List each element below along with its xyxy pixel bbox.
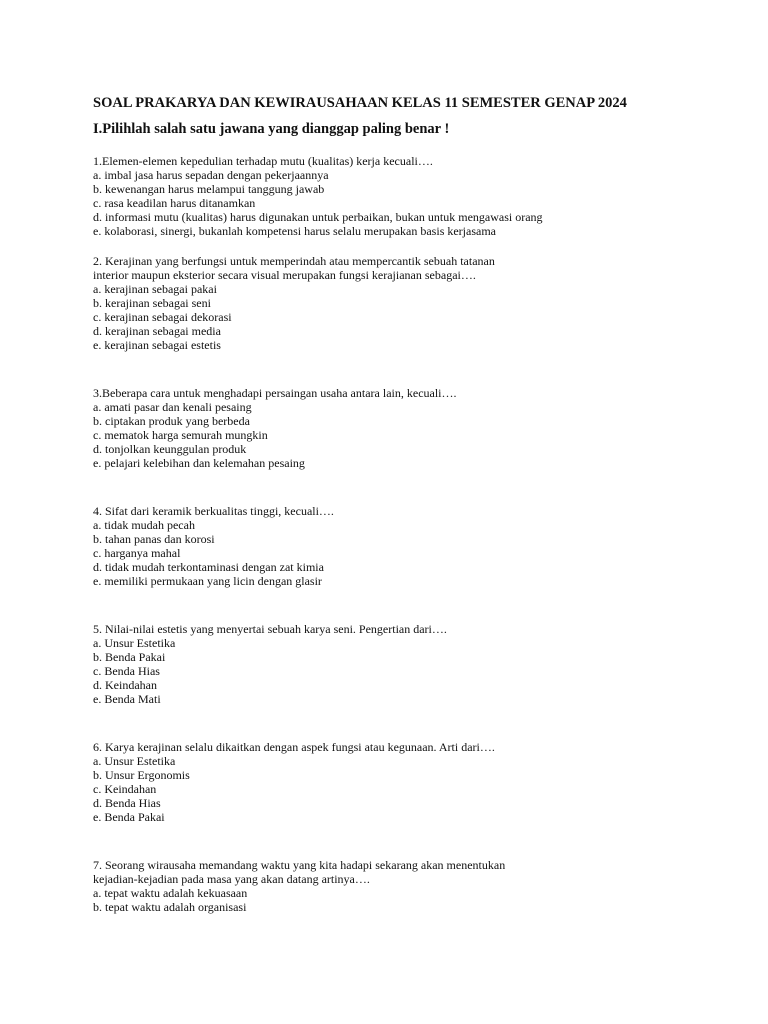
question-7 [93,858,549,914]
option-list [93,754,653,824]
option-b: b. kewenangan harus melampui tanggung jawab [93,182,325,196]
option-e: e. kolaborasi, sinergi, bukanlah kompetensi harus selalu merupakan basis kerjasama [93,224,496,238]
option-a: a. Unsur Estetika [93,636,176,650]
option-list [93,886,549,914]
question-stem: 6. Karya kerajinan selalu dikaitkan dengan aspek fungsi atau kegunaan. Arti dari…. [93,740,495,754]
option-b: b. Benda Pakai [93,650,166,664]
question-stem: 4. Sifat dari keramik berkualitas tinggi, kecuali…. [93,504,334,518]
option-c: c. rasa keadilan harus ditanamkan [93,196,256,210]
option-c: c. harganya mahal [93,546,181,560]
option-a: a. imbal jasa harus sepadan dengan pekerjaannya [93,168,329,182]
question-5 [93,622,653,706]
question-3 [93,386,653,470]
question-stem: 7. Seorang wirausaha memandang waktu yang kita hadapi sekarang akan menentukan kejadian-kejadian pada masa yang akan datang artinya…. [93,858,506,886]
question-stem: 1.Elemen-elemen kepedulian terhadap mutu (kualitas) kerja kecuali…. [93,154,433,168]
option-e: e. Benda Pakai [93,810,165,824]
question-stem: 2. Kerajinan yang berfungsi untuk memperindah atau mempercantik sebuah tatanan interior maupun eksterior secara visual merupakan fungsi kerajianan sebagai…. [93,254,495,282]
option-list [93,282,529,352]
question-4 [93,504,653,588]
document-title: SOAL PRAKARYA DAN KEWIRAUSAHAAN KELAS 11 SEMESTER GENAP 2024 [93,95,627,111]
document-page [93,94,693,914]
option-a: a. Unsur Estetika [93,754,176,768]
instruction-heading: I.Pilihlah salah satu jawana yang dianggap paling benar ! [93,121,450,137]
question-6 [93,740,653,824]
option-e: e. pelajari kelebihan dan kelemahan pesaing [93,456,305,470]
option-a: a. tidak mudah pecah [93,518,195,532]
question-2 [93,254,529,352]
option-b: b. kerajinan sebagai seni [93,296,211,310]
option-list [93,168,548,238]
option-d: d. tonjolkan keunggulan produk [93,442,247,456]
question-1 [93,154,548,238]
option-c: c. Keindahan [93,782,157,796]
option-d: d. informasi mutu (kualitas) harus digunakan untuk perbaikan, bukan untuk mengawasi orang [93,210,543,224]
option-a: a. amati pasar dan kenali pesaing [93,400,252,414]
option-e: e. memiliki permukaan yang licin dengan glasir [93,574,322,588]
option-e: e. kerajinan sebagai estetis [93,338,221,352]
option-list [93,400,653,470]
question-stem: 3.Beberapa cara untuk menghadapi persaingan usaha antara lain, kecuali…. [93,386,457,400]
option-d: d. Benda Hias [93,796,161,810]
option-a: a. kerajinan sebagai pakai [93,282,217,296]
option-d: d. tidak mudah terkontaminasi dengan zat kimia [93,560,324,574]
option-b: b. tepat waktu adalah organisasi [93,900,247,914]
option-b: b. tahan panas dan korosi [93,532,215,546]
option-list [93,636,653,706]
option-d: d. kerajinan sebagai media [93,324,221,338]
option-a: a. tepat waktu adalah kekuasaan [93,886,248,900]
option-c: c. Benda Hias [93,664,160,678]
option-list [93,518,653,588]
option-b: b. ciptakan produk yang berbeda [93,414,250,428]
option-e: e. Benda Mati [93,692,161,706]
option-c: c. mematok harga semurah mungkin [93,428,268,442]
option-c: c. kerajinan sebagai dekorasi [93,310,232,324]
option-b: b. Unsur Ergonomis [93,768,190,782]
option-d: d. Keindahan [93,678,157,692]
question-stem: 5. Nilai-nilai estetis yang menyertai sebuah karya seni. Pengertian dari…. [93,622,447,636]
